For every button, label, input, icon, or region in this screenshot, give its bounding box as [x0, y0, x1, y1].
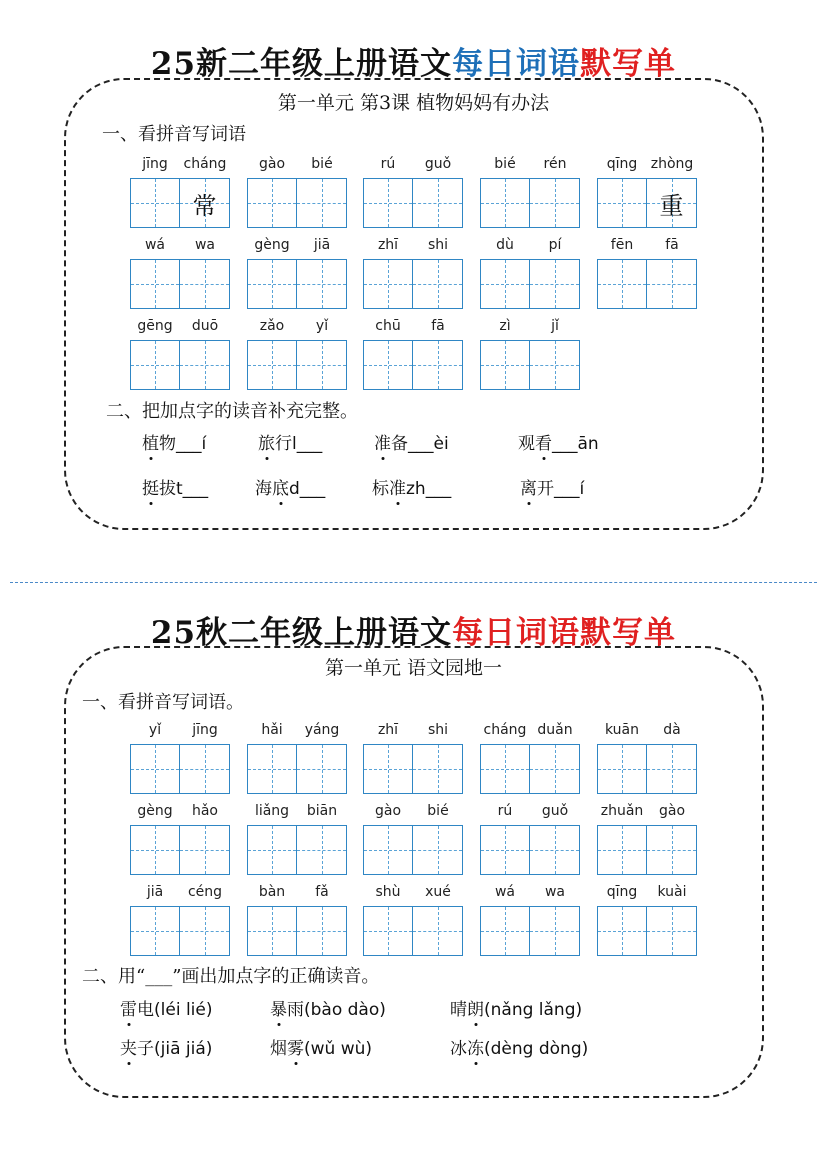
tianzige-cell[interactable] [480, 178, 530, 228]
tianzige-cell[interactable] [130, 340, 180, 390]
pronunciation-item [255, 474, 325, 499]
pronunciation-item [450, 1034, 588, 1059]
sheet2-title-part2: 每日词语默写单 [452, 615, 677, 651]
pinyin-label: wa [544, 884, 566, 900]
pinyin-label: fǎ [315, 884, 329, 900]
tianzige-cell[interactable] [480, 259, 530, 309]
tianzige-cell[interactable] [363, 259, 413, 309]
pinyin-label: hǎo [191, 803, 219, 819]
pronunciation-item [142, 429, 206, 454]
pronunciation-item [270, 1034, 372, 1059]
tianzige-cell[interactable] [647, 825, 697, 875]
pinyin-row [247, 803, 347, 823]
pinyin-label: hǎi [261, 722, 283, 738]
tianzige-cell[interactable] [130, 906, 180, 956]
tianzige-pair [247, 744, 347, 794]
pinyin-row [597, 237, 697, 257]
pinyin-label: cháng [183, 156, 227, 172]
pinyin-row [597, 722, 697, 742]
pinyin-label: gèng [137, 803, 173, 819]
tianzige-cell[interactable] [297, 178, 347, 228]
tianzige-cell[interactable] [363, 744, 413, 794]
answer-blank[interactable]: ___ān [552, 434, 599, 454]
tianzige-pair [363, 825, 463, 875]
tianzige-cell[interactable] [480, 906, 530, 956]
tianzige-cell[interactable] [413, 259, 463, 309]
tianzige-cell[interactable] [180, 906, 230, 956]
pinyin-label: chū [375, 318, 401, 334]
tianzige-pair [130, 340, 230, 390]
word-char: 拔 [159, 479, 176, 499]
tianzige-cell[interactable] [597, 178, 647, 228]
pinyin-label: dù [496, 237, 514, 253]
dotted-char: 底 [272, 479, 289, 499]
tianzige-cell[interactable] [530, 825, 580, 875]
pinyin-label: zì [499, 318, 511, 334]
tianzige-cell[interactable] [297, 340, 347, 390]
sheet1-title-part1: 25新二年级上册语文 [150, 46, 453, 82]
pinyin-row [130, 318, 230, 338]
tianzige-cell[interactable] [247, 744, 297, 794]
pinyin-label: bié [494, 156, 516, 172]
tianzige-cell[interactable] [530, 178, 580, 228]
answer-blank[interactable]: (nǎng lǎng) [484, 1000, 583, 1020]
word-char: 行 [275, 434, 292, 454]
word-char: 备 [391, 434, 408, 454]
tianzige-cell[interactable] [647, 259, 697, 309]
pinyin-label: gèng [254, 237, 290, 253]
word-char: 标 [372, 479, 389, 499]
tianzige-cell[interactable] [297, 906, 347, 956]
word-char: 物 [159, 434, 176, 454]
tianzige-pair [363, 178, 463, 228]
answer-blank[interactable]: zh___ [406, 479, 452, 499]
sheet2-section1-heading: 一、看拼音写词语。 [82, 692, 244, 713]
pinyin-label: fā [665, 237, 679, 253]
tianzige-cell[interactable] [413, 340, 463, 390]
word-char: 开 [537, 479, 554, 499]
tianzige-pair [363, 906, 463, 956]
tianzige-pair [480, 906, 580, 956]
tianzige-cell[interactable] [247, 906, 297, 956]
pinyin-label: shi [427, 722, 449, 738]
pronunciation-item [142, 474, 208, 499]
tianzige-cell[interactable] [297, 744, 347, 794]
sheet1-subtitle: 第一单元 第3课 植物妈妈有办法 [277, 92, 550, 114]
pronunciation-item [270, 995, 386, 1020]
dotted-char: 冻 [467, 1039, 484, 1059]
word-char: 子 [137, 1039, 154, 1059]
tianzige-pair [480, 259, 580, 309]
pinyin-label: gēng [137, 318, 173, 334]
tianzige-cell[interactable] [413, 825, 463, 875]
pinyin-row [363, 156, 463, 176]
pinyin-label: bié [427, 803, 449, 819]
pinyin-row [363, 722, 463, 742]
pinyin-label: jīng [192, 722, 218, 738]
pronunciation-item [374, 429, 449, 454]
pinyin-row [247, 884, 347, 904]
tianzige-cell[interactable] [530, 340, 580, 390]
pinyin-label: wá [494, 884, 516, 900]
pinyin-row [363, 884, 463, 904]
pinyin-row [130, 803, 230, 823]
sheet1-section1-heading: 一、看拼音写词语 [102, 124, 246, 145]
tianzige-cell[interactable] [363, 825, 413, 875]
word-char: 电 [137, 1000, 154, 1020]
pinyin-label: wa [194, 237, 216, 253]
pinyin-label: qīng [606, 156, 638, 172]
tianzige-pair [130, 259, 230, 309]
pinyin-label: duō [191, 318, 219, 334]
tianzige-pair [247, 906, 347, 956]
pinyin-row [480, 318, 580, 338]
tianzige-cell[interactable] [530, 259, 580, 309]
pinyin-row [480, 884, 580, 904]
dotted-char: 旅 [258, 434, 275, 454]
pronunciation-item [450, 995, 582, 1020]
pinyin-label: gào [374, 803, 402, 819]
tianzige-pair [597, 744, 697, 794]
tianzige-cell[interactable] [530, 744, 580, 794]
pinyin-row [363, 237, 463, 257]
pinyin-label: liǎng [254, 803, 290, 819]
dotted-char: 离 [520, 479, 537, 499]
tianzige-cell[interactable] [247, 178, 297, 228]
pinyin-label: cháng [483, 722, 527, 738]
tianzige-cell[interactable] [597, 825, 647, 875]
answer-blank[interactable]: d___ [289, 479, 326, 499]
cell-char: 常 [192, 191, 217, 220]
word-char: 雨 [287, 1000, 304, 1020]
sheet1-title-part2: 每日词语 [452, 46, 581, 82]
cell-char: 重 [659, 191, 684, 220]
pinyin-label: duǎn [537, 722, 573, 738]
tianzige-pair [247, 340, 347, 390]
pinyin-label: zhī [377, 237, 399, 253]
pinyin-label: jiā [146, 884, 164, 900]
tianzige-cell[interactable] [480, 340, 530, 390]
tianzige-cell[interactable] [247, 340, 297, 390]
pinyin-label: pí [548, 237, 562, 253]
tianzige-pair [247, 259, 347, 309]
tianzige-cell[interactable] [647, 744, 697, 794]
dotted-char: 雾 [287, 1039, 304, 1059]
tianzige-cell[interactable] [413, 178, 463, 228]
pinyin-row [597, 803, 697, 823]
tianzige-pair [480, 178, 580, 228]
tianzige-pair [363, 340, 463, 390]
pinyin-label: wá [144, 237, 166, 253]
sheet2-subtitle: 第一单元 语文园地一 [324, 657, 503, 679]
tianzige-pair [247, 825, 347, 875]
tianzige-cell[interactable] [247, 259, 297, 309]
tianzige-cell[interactable] [413, 906, 463, 956]
pinyin-row [247, 237, 347, 257]
pinyin-row [130, 884, 230, 904]
word-char: 晴 [450, 1000, 467, 1020]
pinyin-label: céng [187, 884, 223, 900]
pinyin-row [130, 156, 230, 176]
tianzige-pair [597, 906, 697, 956]
pronunciation-item [258, 429, 322, 454]
tianzige-cell[interactable] [180, 178, 230, 228]
tianzige-cell[interactable] [647, 906, 697, 956]
sheet1-title [0, 38, 827, 83]
pinyin-label: jīng [142, 156, 168, 172]
dotted-char: 雷 [120, 1000, 137, 1020]
answer-blank[interactable]: ___í [554, 479, 585, 499]
cut-line [10, 582, 817, 583]
sheet1-title-part3: 默写单 [580, 46, 677, 82]
answer-blank[interactable]: (wǔ wù) [304, 1039, 373, 1059]
pinyin-label: xué [425, 884, 451, 900]
pinyin-row [597, 156, 697, 176]
tianzige-cell[interactable] [180, 340, 230, 390]
answer-blank[interactable]: t___ [176, 479, 209, 499]
pinyin-label: zǎo [259, 318, 285, 334]
tianzige-cell[interactable] [480, 744, 530, 794]
pinyin-label: bàn [258, 884, 286, 900]
pronunciation-item [372, 474, 451, 499]
tianzige-pair [130, 178, 230, 228]
tianzige-pair [480, 744, 580, 794]
tianzige-cell[interactable] [180, 744, 230, 794]
pinyin-label: gào [658, 803, 686, 819]
pinyin-label: shi [427, 237, 449, 253]
word-char: 烟 [270, 1039, 287, 1059]
pinyin-row [480, 156, 580, 176]
pinyin-row [597, 884, 697, 904]
dotted-char: 植 [142, 434, 159, 454]
pinyin-label: guǒ [541, 803, 569, 819]
pinyin-row [480, 237, 580, 257]
dotted-char: 夹 [120, 1039, 137, 1059]
tianzige-pair [597, 259, 697, 309]
tianzige-cell[interactable] [647, 178, 697, 228]
sheet2-section2-heading: 二、用“___”画出加点字的正确读音。 [82, 966, 380, 987]
pinyin-row [130, 237, 230, 257]
dotted-char: 暴 [270, 1000, 287, 1020]
pinyin-label: fā [431, 318, 445, 334]
tianzige-pair [597, 178, 697, 228]
dotted-char: 朗 [467, 1000, 484, 1020]
tianzige-cell[interactable] [180, 825, 230, 875]
pronunciation-item [518, 429, 599, 454]
pinyin-row [247, 318, 347, 338]
word-char: 观 [518, 434, 535, 454]
pinyin-row [130, 722, 230, 742]
pinyin-label: kuài [657, 884, 687, 900]
answer-blank[interactable]: (dèng dòng) [484, 1039, 589, 1059]
answer-blank[interactable]: l___ [292, 434, 323, 454]
tianzige-cell[interactable] [130, 825, 180, 875]
dotted-char: 准 [374, 434, 391, 454]
pinyin-row [363, 803, 463, 823]
pinyin-label: jiā [313, 237, 331, 253]
pronunciation-item [120, 1034, 212, 1059]
tianzige-pair [480, 825, 580, 875]
pinyin-label: shù [375, 884, 401, 900]
answer-blank[interactable]: ___èi [408, 434, 449, 454]
tianzige-cell[interactable] [297, 825, 347, 875]
pinyin-row [480, 803, 580, 823]
tianzige-cell[interactable] [597, 259, 647, 309]
sheet2-title-part1: 25秋二年级上册语文 [150, 615, 453, 651]
tianzige-pair [363, 259, 463, 309]
tianzige-cell[interactable] [413, 744, 463, 794]
tianzige-cell[interactable] [130, 259, 180, 309]
pinyin-row [363, 318, 463, 338]
dotted-char: 准 [389, 479, 406, 499]
tianzige-cell[interactable] [530, 906, 580, 956]
pinyin-label: yáng [304, 722, 340, 738]
pinyin-label: qīng [606, 884, 638, 900]
tianzige-pair [130, 744, 230, 794]
tianzige-pair [130, 825, 230, 875]
pinyin-row [480, 722, 580, 742]
pinyin-label: dà [663, 722, 681, 738]
pinyin-row [247, 156, 347, 176]
word-char: 海 [255, 479, 272, 499]
dotted-char: 看 [535, 434, 552, 454]
tianzige-cell[interactable] [480, 825, 530, 875]
tianzige-cell[interactable] [297, 259, 347, 309]
tianzige-cell[interactable] [130, 178, 180, 228]
pinyin-label: rén [543, 156, 567, 172]
tianzige-cell[interactable] [363, 178, 413, 228]
pinyin-label: bié [311, 156, 333, 172]
pinyin-label: kuān [604, 722, 639, 738]
tianzige-cell[interactable] [180, 259, 230, 309]
tianzige-cell[interactable] [247, 825, 297, 875]
word-char: 冰 [450, 1039, 467, 1059]
pinyin-label: zhuǎn [600, 803, 644, 819]
tianzige-pair [597, 825, 697, 875]
pinyin-label: jǐ [551, 318, 559, 334]
pinyin-label: fēn [610, 237, 634, 253]
tianzige-cell[interactable] [363, 906, 413, 956]
tianzige-pair [363, 744, 463, 794]
pronunciation-item [120, 995, 212, 1020]
pinyin-label: rú [380, 156, 396, 172]
pinyin-label: guǒ [424, 156, 452, 172]
tianzige-pair [130, 906, 230, 956]
pinyin-row [247, 722, 347, 742]
pinyin-label: zhī [377, 722, 399, 738]
dotted-char: 挺 [142, 479, 159, 499]
pinyin-label: biān [306, 803, 338, 819]
tianzige-cell[interactable] [130, 744, 180, 794]
tianzige-cell[interactable] [597, 906, 647, 956]
answer-blank[interactable]: (léi lié) [154, 1000, 213, 1020]
pinyin-label: yǐ [148, 722, 162, 738]
sheet1-section2-heading: 二、把加点字的读音补充完整。 [106, 401, 358, 422]
pinyin-label: rú [497, 803, 513, 819]
pinyin-label: yǐ [315, 318, 329, 334]
answer-blank[interactable]: ___í [176, 434, 207, 454]
tianzige-pair [247, 178, 347, 228]
tianzige-cell[interactable] [597, 744, 647, 794]
pronunciation-item [520, 474, 584, 499]
pinyin-label: gào [258, 156, 286, 172]
answer-blank[interactable]: (bào dào) [304, 1000, 386, 1020]
pinyin-label: zhòng [650, 156, 694, 172]
answer-blank[interactable]: (jiā jiá) [154, 1039, 213, 1059]
tianzige-cell[interactable] [363, 340, 413, 390]
tianzige-pair [480, 340, 580, 390]
